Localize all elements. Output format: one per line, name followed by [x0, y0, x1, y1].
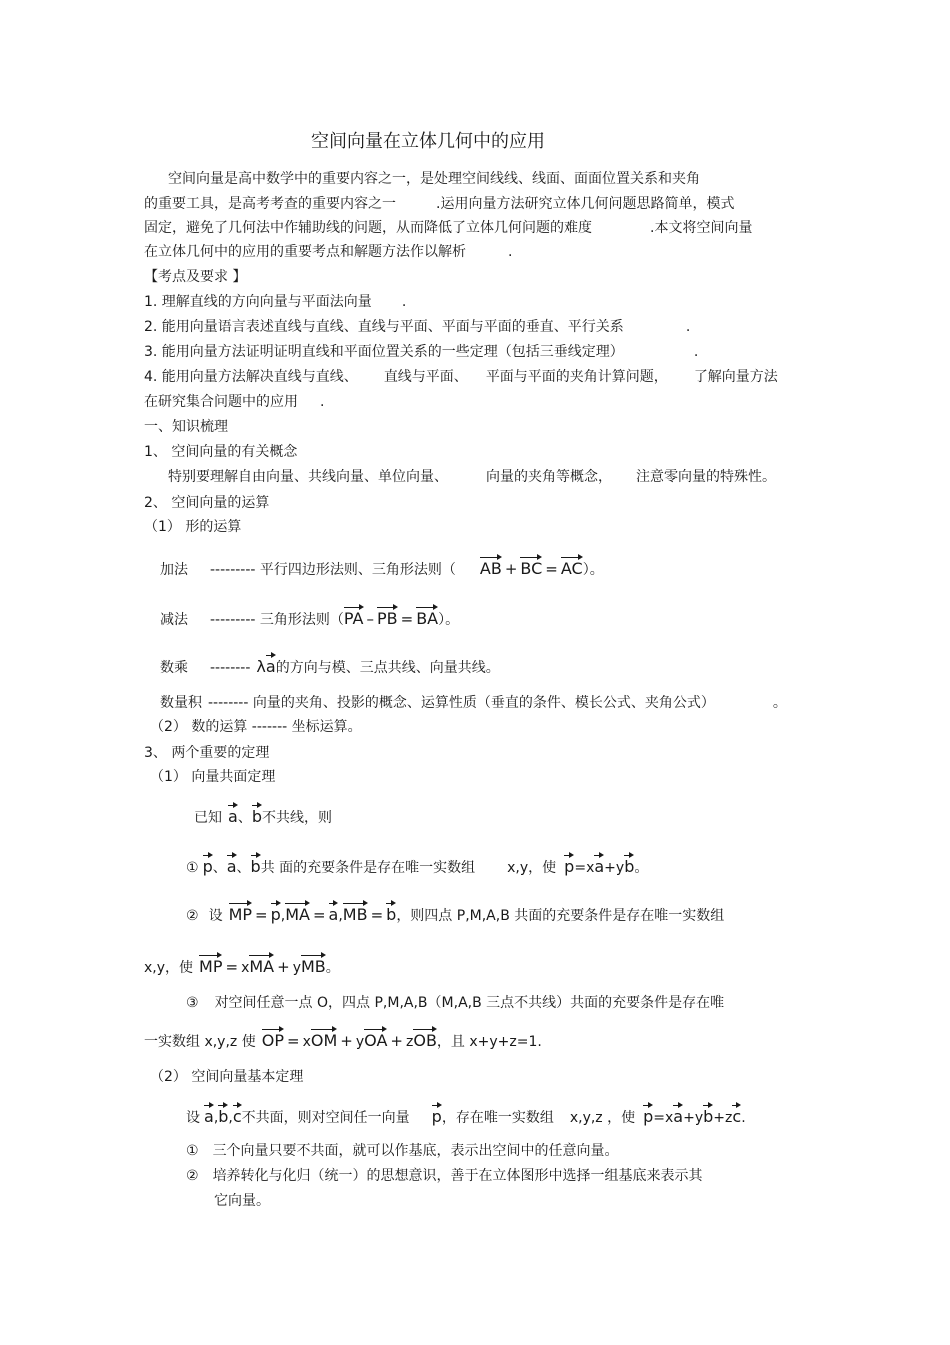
dot-end: 。 — [772, 695, 787, 711]
vector-a: a — [228, 807, 238, 826]
requirement-4f: . — [320, 394, 325, 410]
comma: , — [338, 908, 343, 924]
basis-set: 设 — [186, 1110, 200, 1126]
equals-sign: = — [574, 860, 587, 876]
note-1-marker: ① — [186, 1143, 199, 1159]
requirement-4b: 直线与平面、 — [383, 369, 468, 385]
condition-1-end: 。 — [634, 860, 649, 876]
coef-x: x — [302, 1034, 311, 1050]
minus-sign: – — [366, 610, 374, 628]
vector-c: c — [732, 1107, 742, 1126]
note-2-marker: ② — [186, 1168, 199, 1184]
scalar-end: 的方向与模、三点共线、向量共线。 — [275, 660, 500, 676]
comma: , — [280, 908, 286, 924]
condition-3-text: 对空间任意一点 O，四点 P,M,A,B（M,A,B 三点不共线）共面的充要条件是存在唯 — [214, 995, 725, 1011]
addition-text: --------- 平行四边形法则、三角形法则（ — [210, 562, 456, 578]
condition-3-cont: 一实数组 x,y,z 使 — [144, 1034, 256, 1050]
dot-text: -------- 向量的夹角、投影的概念、运算性质（垂直的条件、模长公式、夹角公式） — [208, 695, 715, 711]
vector-b: b — [218, 1107, 229, 1126]
vector-p: p — [643, 1107, 654, 1126]
requirement-4e: 在研究集合问题中的应用 — [144, 394, 298, 410]
requirement-2-dot: . — [685, 319, 691, 335]
equals-sign: = — [225, 958, 239, 976]
coef-y: y — [355, 1034, 365, 1050]
requirements-heading: 【考点及要求 】 — [144, 269, 247, 285]
addition-rule — [160, 560, 604, 579]
vector-mb: MB — [342, 905, 368, 924]
basis-theorem-statement — [186, 1108, 746, 1127]
shape-operations-heading: （1） 形的运算 — [144, 519, 242, 535]
vector-ma: MA — [285, 905, 310, 924]
requirement-4c: 平面与平面的夹角计算问题， — [485, 369, 668, 385]
intro-line-3a: 固定，避免了几何法中作辅助线的问题，从而降低了立体几何问题的难度 — [144, 220, 592, 236]
plus-sign: + — [683, 1110, 695, 1126]
intro-line-2a: 的重要工具，是高考考查的重要内容之一 — [144, 196, 396, 212]
given-pre: 已知 — [194, 810, 222, 826]
addition-label: 加法 — [160, 562, 188, 578]
requirement-2 — [144, 318, 690, 336]
basis-end: . — [741, 1110, 746, 1126]
equals-sign: = — [653, 1110, 665, 1126]
intro-line-3b: .本文将空间向量 — [650, 220, 753, 236]
subsection-1-desc-b: 向量的夹角等概念， — [486, 469, 612, 485]
plus-sign: + — [390, 1032, 403, 1050]
subtraction-text: --------- 三角形法则（ — [210, 612, 344, 628]
basis-exist: ，存在唯一实数组 — [441, 1110, 554, 1126]
vector-mp: MP — [228, 905, 253, 924]
requirement-2-text: 2. 能用向量语言表述直线与直线、直线与平面、平面与平面的垂直、平行关系 — [144, 319, 624, 335]
scalar-label: 数乘 — [160, 660, 188, 676]
subsection-1-desc-a: 特别要理解自由向量、共线向量、单位向量、 — [168, 469, 448, 485]
basis-note-2-cont: 它向量。 — [214, 1193, 270, 1209]
vector-a: a — [673, 1107, 684, 1126]
vector-ob: OB — [413, 1031, 437, 1050]
requirement-3-text: 3. 能用向量方法证明证明直线和平面位置关系的一些定理（包括三垂线定理） — [144, 344, 624, 360]
plus-sign: + — [277, 958, 290, 976]
intro-line-4 — [144, 243, 512, 261]
intro-line-1: 空间向量是高中数学中的重要内容之一，是处理空间线线、线面、面面位置关系和夹角 — [168, 171, 700, 187]
requirement-4 — [144, 368, 778, 386]
vector-b: b — [386, 905, 397, 924]
vector-p: p — [564, 857, 575, 876]
numeric-operations: （2） 数的运算 ------- 坐标运算。 — [150, 719, 362, 735]
scalar-multiplication — [160, 658, 500, 677]
circle-3-marker: ③ — [186, 995, 199, 1011]
vector-b: b — [624, 857, 635, 876]
requirement-4-cont — [144, 393, 324, 411]
vector-oa: OA — [364, 1031, 388, 1050]
vector-a: a — [226, 857, 237, 876]
vector-p: p — [270, 905, 281, 924]
intro-line-2 — [144, 195, 734, 213]
condition-2-end: 。 — [325, 960, 340, 976]
coef-y: y — [615, 860, 625, 876]
vector-a: a — [328, 905, 339, 924]
subsection-1-heading: 1、 空间向量的有关概念 — [144, 444, 298, 460]
equals-sign: = — [370, 906, 384, 924]
condition-2-set: 设 — [208, 908, 223, 924]
coef-y: y — [694, 1110, 704, 1126]
subsection-3-heading: 3、 两个重要的定理 — [144, 745, 270, 761]
vector-a: a — [594, 857, 605, 876]
vector-p: p — [202, 857, 213, 876]
subtraction-end: ）。 — [438, 612, 460, 628]
vector-c: c — [232, 1107, 242, 1126]
equals-sign: = — [312, 906, 326, 924]
separator: 、 — [236, 860, 251, 876]
separator: 、 — [212, 860, 227, 876]
note-2-text: 培养转化与化归（统一）的思想意识，善于在立体图形中选择一组基底来表示其 — [212, 1168, 703, 1184]
requirement-1-dot: . — [401, 294, 407, 310]
coef-z: z — [725, 1110, 733, 1126]
vector-a: a — [204, 1107, 214, 1126]
coplanar-theorem-heading: （1） 向量共面定理 — [150, 769, 276, 785]
equals-sign: = — [545, 560, 558, 578]
subsection-1-desc — [168, 468, 776, 486]
comma: , — [213, 1110, 219, 1126]
coplanar-condition-3 — [186, 994, 724, 1012]
section-heading: 一、知识梳理 — [144, 419, 228, 435]
vector-pb: PB — [377, 609, 398, 628]
dot-product — [160, 694, 787, 712]
requirement-3-dot: . — [693, 344, 699, 360]
comma: , — [228, 1110, 233, 1126]
vector-op: OP — [261, 1031, 284, 1050]
circle-2-marker: ② — [186, 908, 199, 924]
basis-note-2 — [186, 1167, 703, 1185]
requirement-4d: 了解向量方法 — [693, 369, 778, 385]
plus-sign: + — [604, 860, 616, 876]
coef-y: y — [292, 960, 301, 976]
coplanar-condition-1 — [186, 858, 648, 877]
basis-theorem-heading: （2） 空间向量基本定理 — [150, 1069, 304, 1085]
coplanar-condition-2 — [186, 906, 724, 925]
vector-bc: BC — [520, 559, 543, 578]
intro-line-2b: .运用向量方法研究立体几何问题思路简单，模式 — [436, 196, 735, 212]
basis-text: 不共面，则对空间任一向量 — [241, 1110, 410, 1126]
vector-ab: AB — [479, 559, 502, 578]
coef-x: x — [241, 960, 250, 976]
vector-ba: BA — [416, 609, 439, 628]
coplanar-condition-2-cont — [144, 958, 340, 977]
subtraction-rule — [160, 610, 459, 629]
separator: 、 — [237, 810, 252, 826]
circle-1-marker: ① — [186, 860, 199, 876]
vector-pa: PA — [343, 609, 364, 628]
requirement-1 — [144, 293, 406, 311]
vector-ac: AC — [560, 559, 583, 578]
vector-p: p — [431, 1107, 442, 1126]
subsection-1-desc-c: 注意零向量的特殊性。 — [636, 469, 776, 485]
condition-1-xy: x,y， — [507, 860, 543, 876]
coef-x: x — [586, 860, 595, 876]
equals-sign: = — [286, 1032, 300, 1050]
equals-sign: = — [255, 906, 268, 924]
condition-2-cont: x,y，使 — [144, 960, 194, 976]
vector-a: a — [265, 657, 276, 676]
vector-mb: MB — [300, 957, 326, 976]
basis-xyz: x,y,z ，使 — [569, 1110, 636, 1126]
equals-sign: = — [400, 610, 414, 628]
condition-1-text: 共 面的充要条件是存在唯一实数组 — [260, 860, 476, 876]
vector-b: b — [251, 807, 262, 826]
basis-note-1 — [186, 1142, 619, 1160]
coef-x: x — [665, 1110, 674, 1126]
requirement-1-text: 1. 理解直线的方向向量与平面法向量 — [144, 294, 372, 310]
given-post: 不共线，则 — [261, 810, 332, 826]
requirement-3 — [144, 343, 698, 361]
condition-3-end: ，且 x+y+z=1. — [436, 1034, 542, 1050]
dot-label: 数量积 — [160, 695, 202, 711]
subtraction-label: 减法 — [160, 612, 188, 628]
addition-end: ）。 — [582, 562, 604, 578]
vector-mp: MP — [199, 957, 223, 976]
plus-sign: + — [713, 1110, 726, 1126]
vector-ma: MA — [249, 957, 275, 976]
intro-line-4a: 在立体几何中的应用的重要考点和解题方法作以解析 — [144, 244, 466, 260]
coef-z: z — [405, 1034, 414, 1050]
page-title: 空间向量在立体几何中的应用 — [311, 131, 545, 152]
plus-sign: + — [504, 560, 518, 578]
intro-line-3 — [144, 219, 752, 237]
coplanar-given — [194, 808, 332, 827]
coplanar-condition-3-cont — [144, 1032, 542, 1051]
requirement-4a: 4. 能用向量方法解决直线与直线、 — [144, 369, 358, 385]
lambda-symbol: λ — [256, 657, 266, 676]
plus-sign: + — [340, 1032, 353, 1050]
subsection-2-heading: 2、 空间向量的运算 — [144, 495, 270, 511]
scalar-dashes: -------- — [210, 660, 251, 676]
note-1-text: 三个向量只要不共面，就可以作基底，表示出空间中的任意向量。 — [212, 1143, 619, 1159]
condition-2-then: ，则四点 P,M,A,B 共面的充要条件是存在唯一实数组 — [396, 908, 725, 924]
intro-line-4b: . — [508, 244, 513, 260]
vector-om: OM — [310, 1031, 338, 1050]
condition-1-use: 使 — [542, 860, 557, 876]
vector-b: b — [703, 1107, 714, 1126]
vector-b: b — [250, 857, 261, 876]
